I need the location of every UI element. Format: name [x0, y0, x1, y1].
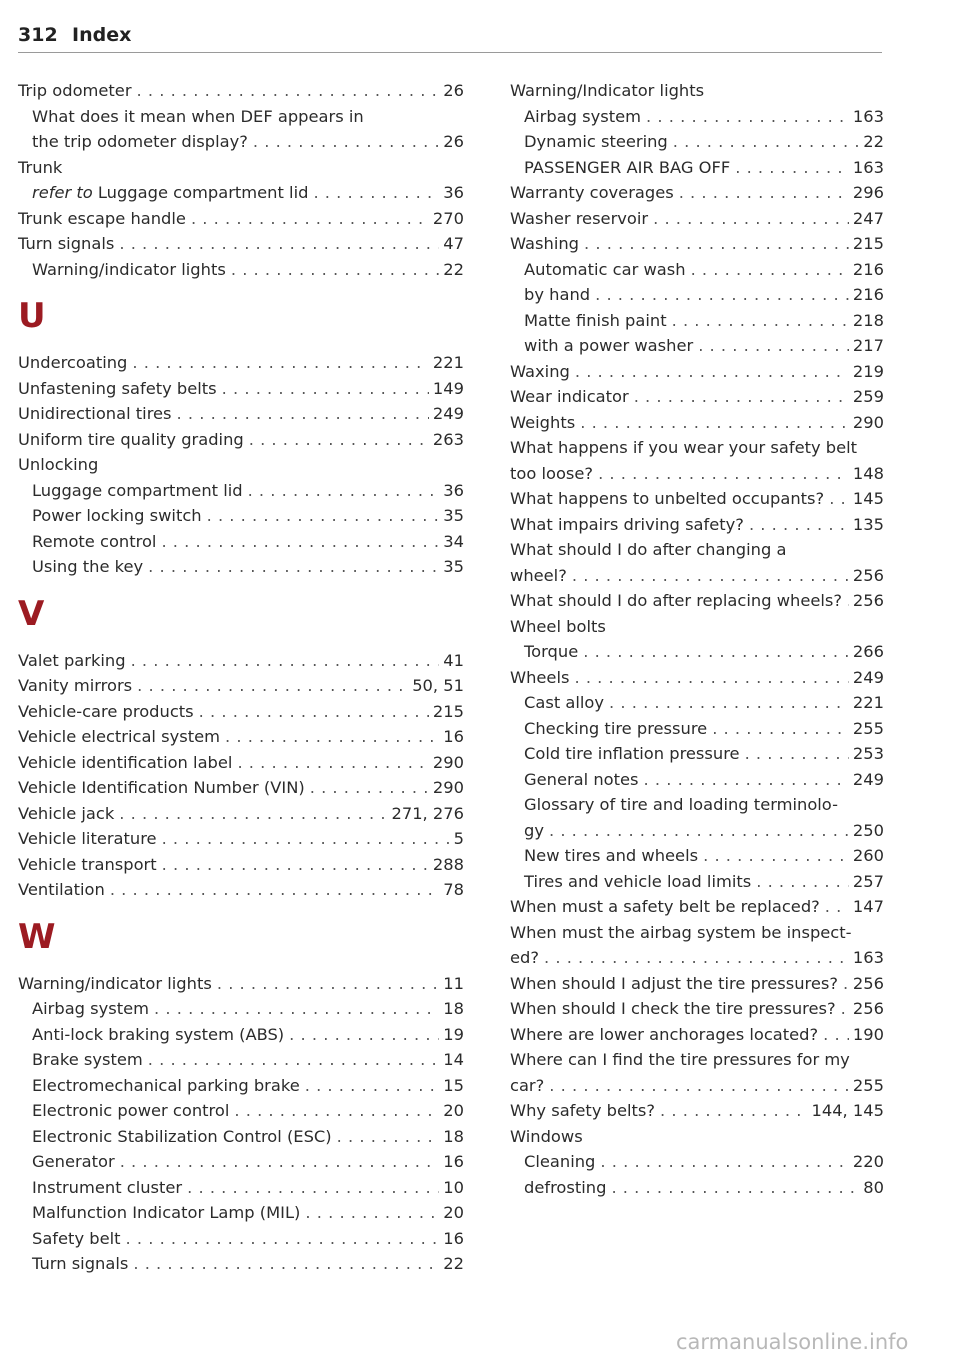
page-header — [18, 24, 882, 53]
index-subentry: Brake system . . . 14 — [18, 1047, 464, 1073]
index-entry: Trunk escape handle . . . 270 — [18, 206, 464, 232]
index-entry: When should I adjust the tire pressures? . . . 256 — [510, 971, 884, 997]
index-entry: Vehicle electrical system . . . 16 — [18, 724, 464, 750]
section-letter-u: U — [18, 296, 46, 336]
index-heading: Warning/Indicator lights — [510, 81, 705, 100]
index-heading: Trunk — [18, 157, 63, 177]
index-entry: Undercoating . . . 221 — [18, 350, 464, 376]
index-entry: Vehicle-care products . . . 215 — [18, 699, 464, 725]
index-subentry: Electronic power control . . . 20 — [18, 1098, 464, 1124]
index-subentry: Safety belt . . . 16 — [18, 1226, 464, 1252]
index-subentry: the trip odometer display? . . . 26 — [18, 129, 464, 155]
index-entry: Vehicle jack . . . 271, 276 — [18, 801, 464, 827]
index-subentry: defrosting . . . 80 — [510, 1175, 884, 1201]
index-entry: Valet parking . . . 41 — [18, 648, 464, 674]
index-subentry: Electromechanical parking brake . . . 15 — [18, 1073, 464, 1099]
index-entry: Vehicle transport . . . 288 — [18, 852, 464, 878]
index-subentry: Cold tire inflation pressure . . . 253 — [510, 741, 884, 767]
index-entry: Uniform tire quality grading . . . 263 — [18, 427, 464, 453]
index-subentry: Turn signals . . . 22 — [18, 1251, 464, 1277]
index-entry: wheel? . . . 256 — [510, 563, 884, 589]
index-entry: Weights . . . 290 — [510, 410, 884, 436]
index-heading: Wheel bolts — [510, 616, 606, 636]
index-entry: Turn signals . . . 47 — [18, 231, 464, 257]
index-entry: Vehicle identification label . . . 290 — [18, 750, 464, 776]
index-entry: Warranty coverages . . . 296 — [510, 180, 884, 206]
index-entry: Wheels . . . 249 — [510, 665, 884, 691]
index-entry: What impairs driving safety? . . . 135 — [510, 512, 884, 538]
section-letter-w: W — [18, 916, 56, 957]
index-entry: Washer reservoir . . . 247 — [510, 206, 884, 232]
index-entry: Washing . . . 215 — [510, 231, 884, 257]
index-entry: ed? . . . 163 — [510, 945, 884, 971]
index-subentry: by hand . . . 216 — [510, 282, 884, 308]
index-subentry: Anti-lock braking system (ABS) . . . 19 — [18, 1022, 464, 1048]
index-subentry: Generator . . . 16 — [18, 1149, 464, 1175]
index-subentry: Power locking switch . . . 35 — [18, 503, 464, 529]
index-subentry: New tires and wheels . . . 260 — [510, 843, 884, 869]
index-entry: Trip odometer . . . 26 — [18, 78, 464, 104]
index-crossref: refer to Luggage compartment lid . . . 36 — [18, 180, 464, 206]
section-letter-v: V — [18, 593, 45, 634]
index-subentry: Tires and vehicle load limits . . . 257 — [510, 869, 884, 895]
index-subentry: Dynamic steering . . . 22 — [510, 129, 884, 155]
index-entry: Unidirectional tires . . . 249 — [18, 401, 464, 427]
index-subentry: What does it mean when DEF appears in — [32, 106, 364, 126]
index-entry: Where are lower anchorages located? . . . 190 — [510, 1022, 884, 1048]
index-subentry: Malfunction Indicator Lamp (MIL) . . . 20 — [18, 1200, 464, 1226]
index-subentry: Warning/indicator lights . . . 22 — [18, 257, 464, 283]
index-subentry: Instrument cluster . . . 10 — [18, 1175, 464, 1201]
index-entry: Waxing . . . 219 — [510, 359, 884, 385]
index-entry-line: What happens if you wear your safety belt — [510, 438, 858, 457]
index-subentry: Automatic car wash . . . 216 — [510, 257, 884, 283]
index-entry: Wear indicator . . . 259 — [510, 384, 884, 410]
index-subentry: Luggage compartment lid . . . 36 — [18, 478, 464, 504]
index-subentry: Matte finish paint . . . 218 — [510, 308, 884, 334]
index-subentry: Remote control . . . 34 — [18, 529, 464, 555]
index-subentry: Electronic Stabilization Control (ESC) . . . 18 — [18, 1124, 464, 1150]
index-subentry: Torque . . . 266 — [510, 639, 884, 665]
index-entry: Warning/indicator lights . . . 11 — [18, 971, 464, 997]
index-entry: Ventilation . . . 78 — [18, 877, 464, 903]
index-entry: too loose? . . . 148 — [510, 461, 884, 487]
index-entry-line: When must the airbag system be inspect- — [510, 922, 852, 942]
index-entry-line: Where can I find the tire pressures for my — [510, 1050, 850, 1069]
watermark-text: carmanualsonline.info — [676, 1330, 909, 1354]
page-title: Index — [72, 24, 132, 46]
index-subentry: Airbag system . . . 18 — [18, 996, 464, 1022]
index-subentry: Cast alloy . . . 221 — [510, 690, 884, 716]
index-entry: Vanity mirrors . . . 50, 51 — [18, 673, 464, 699]
index-subentry: Using the key . . . 35 — [18, 554, 464, 580]
index-subentry: Airbag system . . . 163 — [510, 104, 884, 130]
index-entry: Vehicle Identification Number (VIN) . . . 290 — [18, 775, 464, 801]
index-subentry: with a power washer . . . 217 — [510, 333, 884, 359]
index-subentry: PASSENGER AIR BAG OFF . . . 163 — [510, 155, 884, 181]
index-entry: When should I check the tire pressures? . . . 256 — [510, 996, 884, 1022]
index-heading: Unlocking — [18, 455, 99, 474]
index-entry: Vehicle literature . . . 5 — [18, 826, 464, 852]
index-subentry-line: Glossary of tire and loading terminolo- — [524, 795, 838, 814]
index-subentry: Checking tire pressure . . . 255 — [510, 716, 884, 742]
index-subentry: Cleaning . . . 220 — [510, 1149, 884, 1175]
index-entry: Unfastening safety belts . . . 149 — [18, 376, 464, 402]
index-heading: Windows — [510, 1126, 583, 1146]
page-number: 312 — [18, 24, 58, 46]
index-subentry: gy . . . 250 — [510, 818, 884, 844]
index-entry: What happens to unbelted occupants? . . . 145 — [510, 486, 884, 512]
index-entry: When must a safety belt be replaced? . . . 147 — [510, 894, 884, 920]
index-column-left — [18, 78, 464, 1277]
index-entry: Why safety belts? . . . 144, 145 — [510, 1098, 884, 1124]
index-entry: What should I do after replacing wheels? . . . 256 — [510, 588, 884, 614]
index-entry: car? . . . 255 — [510, 1073, 884, 1099]
index-subentry: General notes . . . 249 — [510, 767, 884, 793]
index-entry-line: What should I do after changing a — [510, 540, 787, 559]
index-column-right — [510, 78, 884, 1200]
